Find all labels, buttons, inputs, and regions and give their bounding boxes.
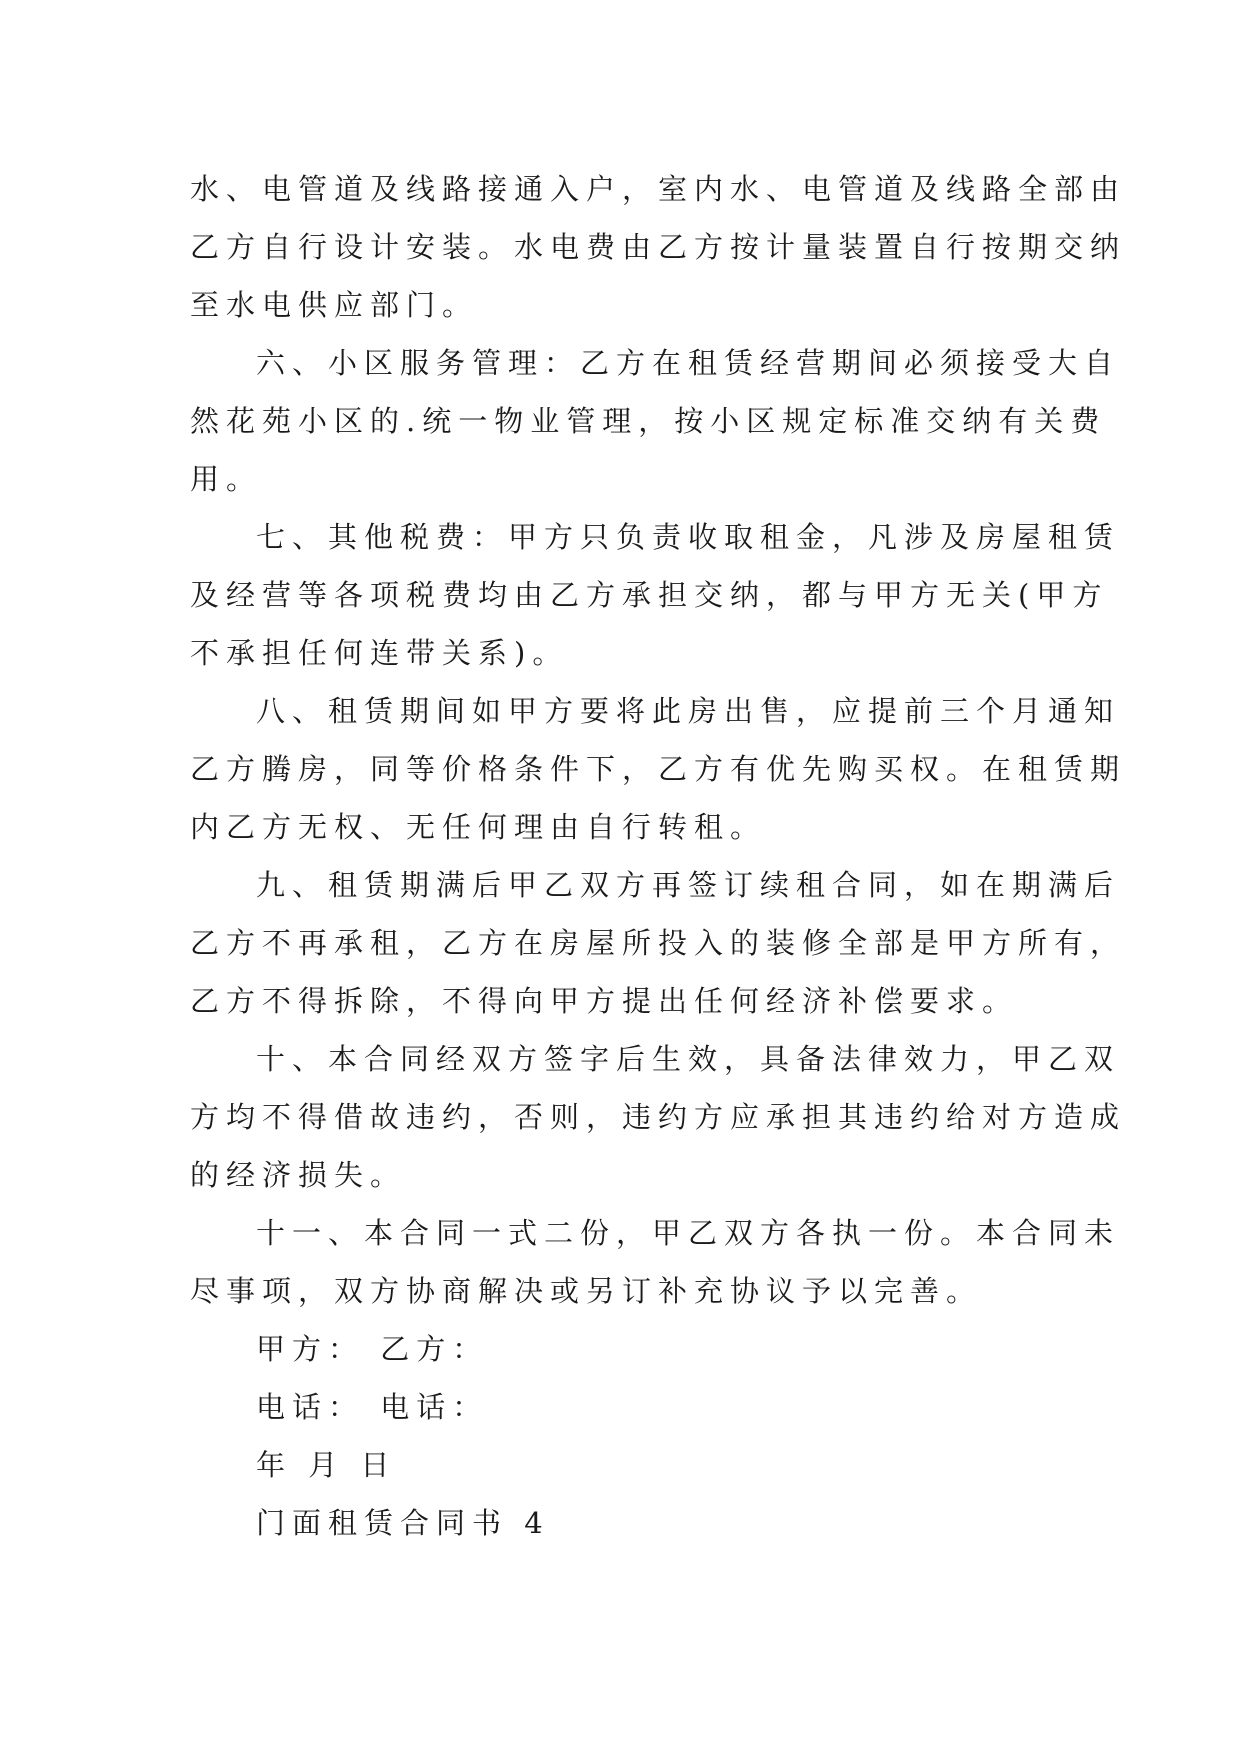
date-line: 年 月 日: [256, 1448, 397, 1482]
text-line: 乙方自行设计安装。水电费由乙方按计量装置自行按期交纳: [190, 230, 1127, 264]
phone-line: 电话： 电话：: [256, 1390, 489, 1424]
clause-eight-start: 八、租赁期间如甲方要将此房出售，应提前三个月通知: [256, 694, 1121, 728]
text-line: 方均不得借故违约，否则，违约方应承担其违约给对方造成: [190, 1100, 1127, 1134]
clause-seven-start: 七、其他税费：甲方只负责收取租金，凡涉及房屋租赁: [256, 520, 1121, 554]
text-line: 及经营等各项税费均由乙方承担交纳，都与甲方无关(甲方: [190, 578, 1109, 612]
text-line: 水、电管道及线路接通入户，室内水、电管道及线路全部由: [190, 172, 1127, 206]
text-line: 乙方不得拆除，不得向甲方提出任何经济补偿要求。: [190, 984, 1019, 1018]
text-line: 乙方腾房，同等价格条件下，乙方有优先购买权。在租赁期: [190, 752, 1127, 786]
text-line: 用。: [190, 462, 263, 496]
text-line: 内乙方无权、无任何理由自行转租。: [190, 810, 767, 844]
text-line: 乙方不再承租，乙方在房屋所投入的装修全部是甲方所有，: [190, 926, 1127, 960]
clause-six-start: 六、小区服务管理：乙方在租赁经营期间必须接受大自: [256, 346, 1121, 380]
text-line: 尽事项，双方协商解决或另订补充协议予以完善。: [190, 1274, 983, 1308]
party-signature-line: 甲方： 乙方：: [256, 1332, 489, 1366]
text-line: 至水电供应部门。: [190, 288, 479, 322]
text-line: 不承担任何连带关系)。: [190, 636, 569, 670]
clause-eleven-start: 十一、本合同一式二份，甲乙双方各执一份。本合同未: [256, 1216, 1121, 1250]
text-line: 然花苑小区的.统一物业管理，按小区规定标准交纳有关费: [190, 404, 1107, 438]
clause-nine-start: 九、租赁期满后甲乙双方再签订续租合同，如在期满后: [256, 868, 1121, 902]
section-heading: 门面租赁合同书 4: [256, 1506, 550, 1540]
text-line: 的经济损失。: [190, 1158, 407, 1192]
clause-ten-start: 十、本合同经双方签字后生效，具备法律效力，甲乙双: [256, 1042, 1121, 1076]
document-body: [190, 160, 1127, 1552]
